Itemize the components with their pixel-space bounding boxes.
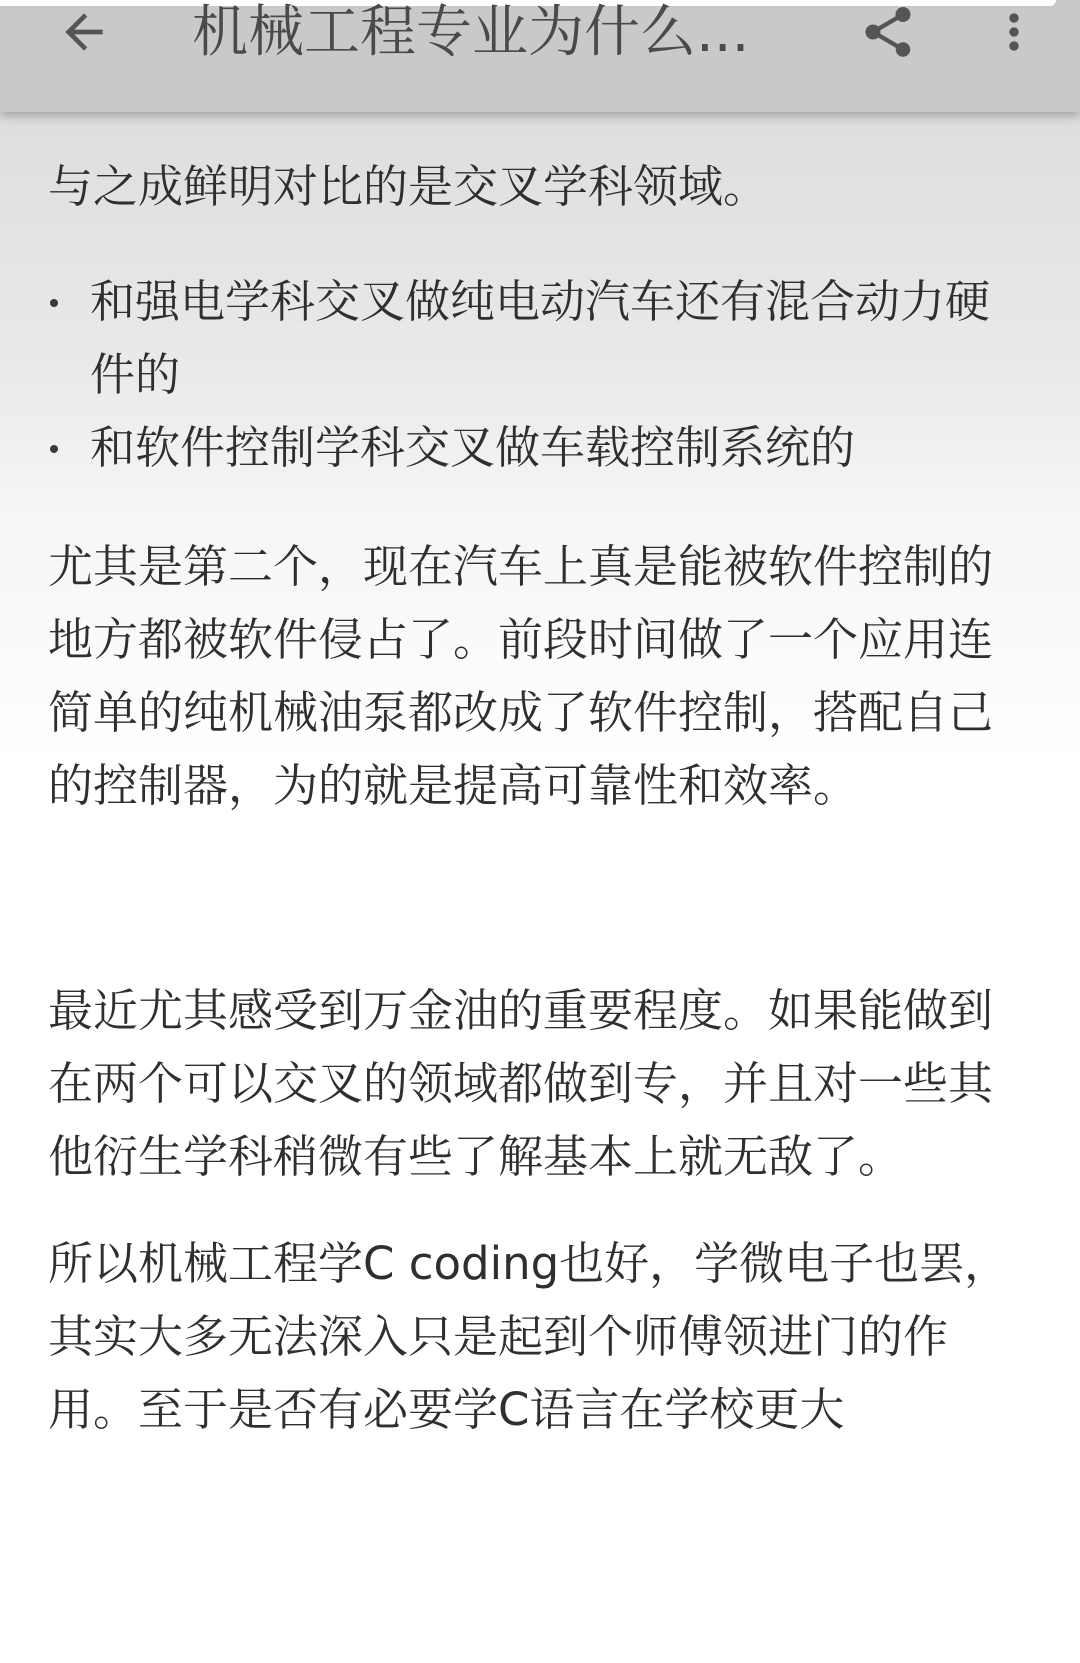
article-content — [48, 150, 1018, 1446]
share-icon — [858, 2, 918, 62]
list-item — [48, 265, 1018, 411]
bullet-dot — [50, 299, 58, 307]
back-button[interactable] — [52, 0, 116, 64]
app-toolbar — [0, 0, 1080, 112]
bullet-dot — [50, 445, 58, 453]
list-item-text: 和软件控制学科交叉做车载控制系统的 — [90, 421, 856, 474]
more-options-button[interactable] — [982, 0, 1046, 64]
bullet-list — [48, 265, 1018, 484]
article-paragraph: 最近尤其感受到万金油的重要程度。如果能做到在两个可以交叉的领域都做到专，并且对一些其他衍生学科稍微有些了解基本上就无敌了。 — [48, 984, 994, 1183]
more-vert-icon — [986, 4, 1042, 60]
list-item — [48, 411, 1018, 484]
article-paragraph: 所以机械工程学C coding也好，学微电子也罢，其实大多无法深入只是起到个师傅领进门的作用。至于是否有必要学C语言在学校更大 — [48, 1237, 1010, 1436]
arrow-back-icon — [56, 4, 112, 60]
page-title: 机械工程专业为什么... — [192, 0, 750, 65]
article-paragraph: 与之成鲜明对比的是交叉学科领域。 — [48, 160, 769, 213]
article-paragraph: 尤其是第二个，现在汽车上真是能被软件控制的地方都被软件侵占了。前段时间做了一个应用连简单的纯机械油泵都改成了软件控制，搭配自己的控制器，为的就是提高可靠性和效率。 — [48, 540, 994, 812]
list-item-text: 和强电学科交叉做纯电动汽车还有混合动力硬件的 — [90, 275, 991, 401]
share-button[interactable] — [856, 0, 920, 64]
